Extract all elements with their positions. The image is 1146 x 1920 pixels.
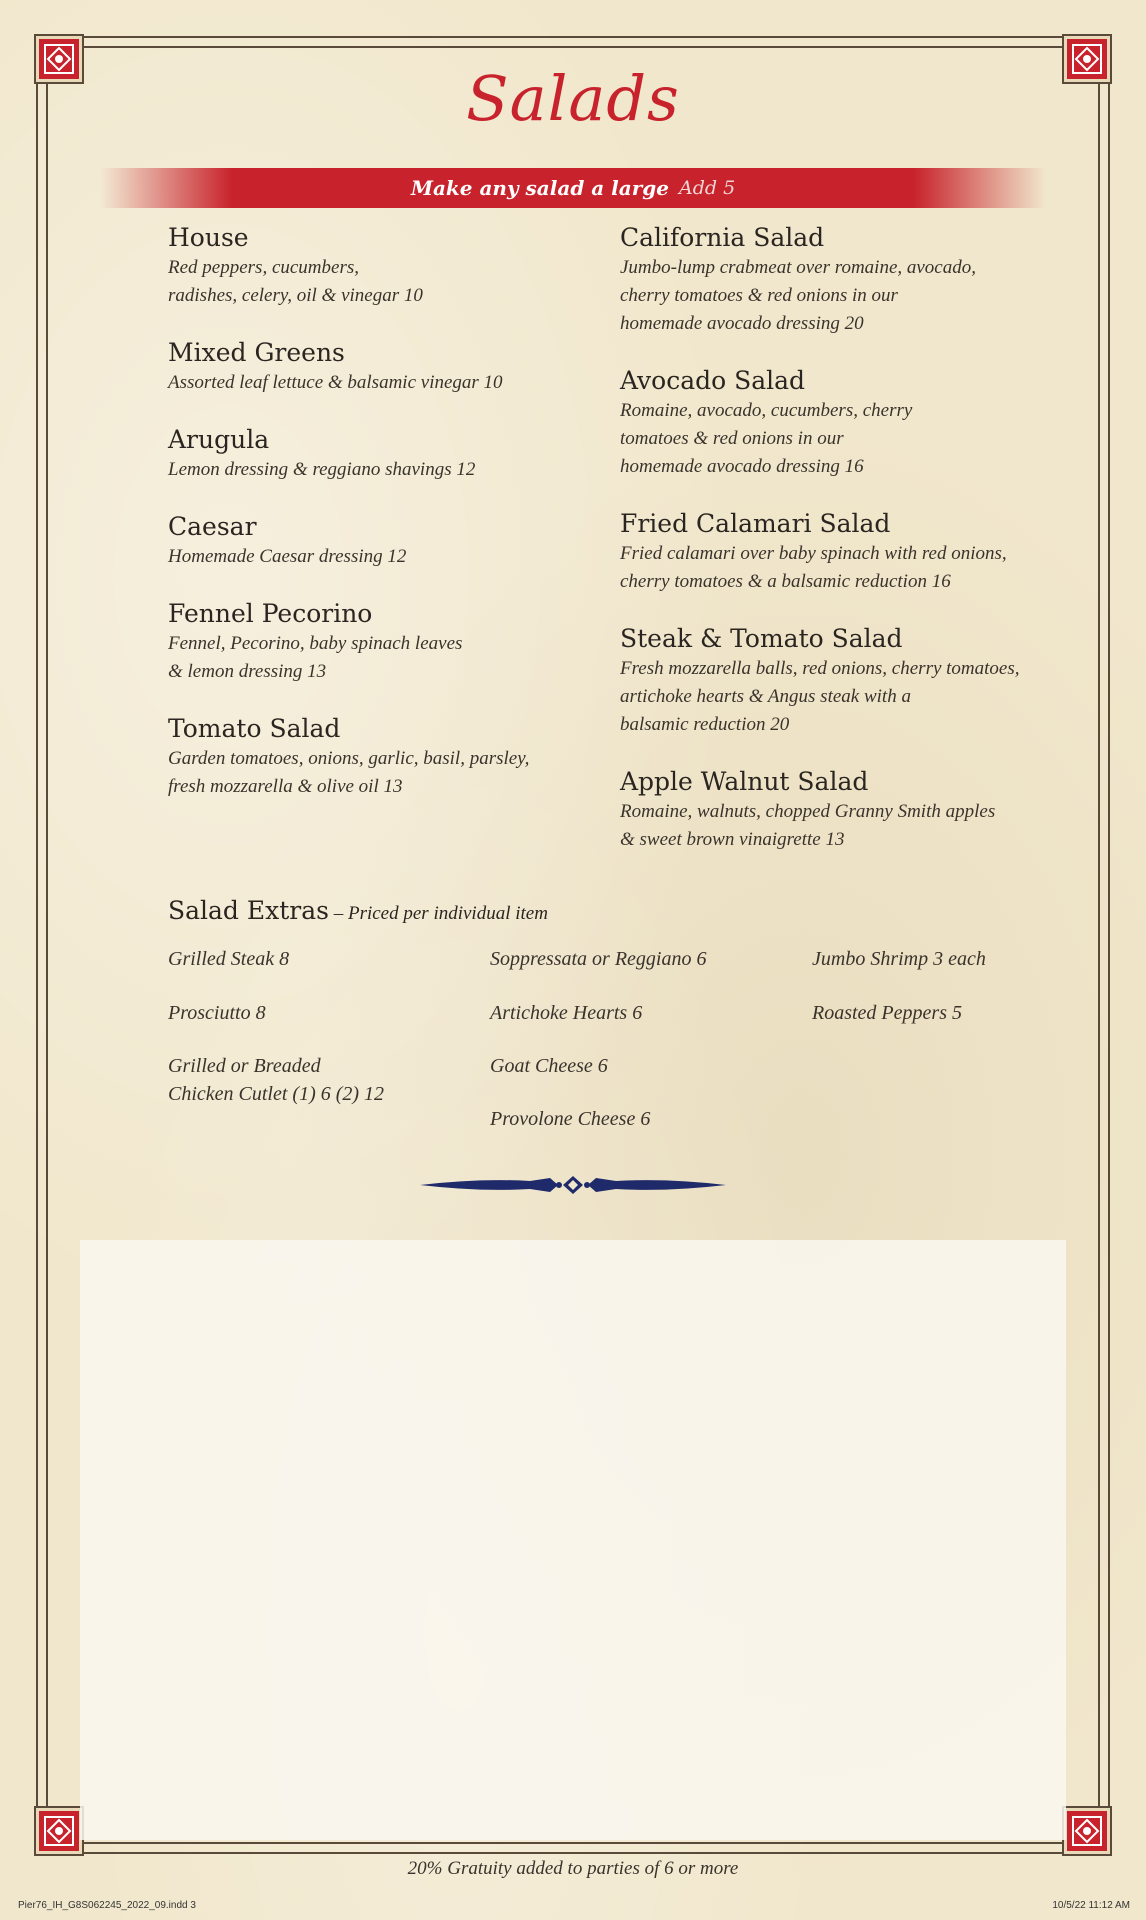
extra-item: Jumbo Shrimp 3 each bbox=[812, 948, 986, 970]
menu-item bbox=[168, 337, 598, 397]
corner-ornament-icon bbox=[36, 1808, 82, 1854]
menu-item bbox=[620, 222, 1060, 338]
corner-ornament-icon bbox=[1064, 1808, 1110, 1854]
item-description: Fennel, Pecorino, baby spinach leaves & lemon dressing 13 bbox=[168, 633, 463, 682]
item-description: Fresh mozzarella balls, red onions, cherry tomatoes, artichoke hearts & Angus steak with a balsamic reduction 20 bbox=[620, 658, 1020, 735]
extra-item: Artichoke Hearts 6 bbox=[490, 1002, 643, 1024]
salad-extras-heading bbox=[168, 896, 548, 925]
menu-item bbox=[168, 713, 598, 801]
extra-item: Soppressata or Reggiano 6 bbox=[490, 948, 707, 970]
item-name: Fried Calamari Salad bbox=[620, 509, 891, 538]
menu-item bbox=[620, 766, 1060, 854]
item-description: Red peppers, cucumbers, radishes, celery, oil & vinegar 10 bbox=[168, 257, 423, 306]
item-name: Fennel Pecorino bbox=[168, 599, 373, 628]
item-name: Mixed Greens bbox=[168, 338, 345, 367]
page-title: Salads bbox=[466, 62, 680, 135]
extra-item: Prosciutto 8 bbox=[168, 1002, 266, 1024]
print-slug-file: Pier76_IH_G8S062245_2022_09.indd 3 bbox=[18, 1900, 196, 1911]
extra-item: Grilled or Breaded Chicken Cutlet (1) 6 (2) 12 bbox=[168, 1055, 385, 1105]
extras-title: Salad Extras bbox=[168, 896, 329, 925]
item-description: Fried calamari over baby spinach with red onions, cherry tomatoes & a balsamic reduction 16 bbox=[620, 543, 1007, 592]
large-salad-banner bbox=[100, 168, 1046, 208]
item-name: Tomato Salad bbox=[168, 714, 341, 743]
gratuity-note: 20% Gratuity added to parties of 6 or more bbox=[407, 1858, 739, 1879]
item-description: Homemade Caesar dressing 12 bbox=[168, 546, 407, 567]
extra-item: Grilled Steak 8 bbox=[168, 948, 290, 970]
item-name: Avocado Salad bbox=[620, 366, 806, 395]
item-description: Assorted leaf lettuce & balsamic vinegar 10 bbox=[168, 372, 503, 393]
extras-note: – Priced per individual item bbox=[328, 903, 548, 924]
item-name: Steak & Tomato Salad bbox=[620, 624, 903, 653]
item-description: Lemon dressing & reggiano shavings 12 bbox=[168, 459, 476, 480]
flourish-divider-icon bbox=[420, 1170, 726, 1200]
item-description: Garden tomatoes, onions, garlic, basil, parsley, fresh mozzarella & olive oil 13 bbox=[168, 748, 530, 797]
item-name: House bbox=[168, 223, 249, 252]
menu-item bbox=[620, 508, 1060, 596]
menu-item bbox=[168, 511, 598, 571]
blank-content-area bbox=[80, 1240, 1066, 1840]
item-name: Apple Walnut Salad bbox=[620, 767, 869, 796]
print-slug-date: 10/5/22 11:12 AM bbox=[1052, 1900, 1130, 1911]
extra-item: Goat Cheese 6 bbox=[490, 1055, 608, 1077]
banner-price: Add 5 bbox=[679, 177, 736, 199]
menu-item bbox=[620, 365, 1060, 481]
menu-item bbox=[620, 623, 1060, 739]
item-description: Jumbo-lump crabmeat over romaine, avocado, cherry tomatoes & red onions in our homemade avocado dressing 20 bbox=[620, 257, 976, 334]
item-name: Caesar bbox=[168, 512, 257, 541]
item-name: Arugula bbox=[168, 425, 270, 454]
banner-text: Make any salad a large bbox=[410, 176, 669, 200]
item-description: Romaine, avocado, cucumbers, cherry tomatoes & red onions in our homemade avocado dressing 16 bbox=[620, 400, 913, 477]
item-description: Romaine, walnuts, chopped Granny Smith apples & sweet brown vinaigrette 13 bbox=[620, 801, 996, 850]
item-name: California Salad bbox=[620, 223, 825, 252]
menu-item bbox=[168, 598, 598, 686]
menu-item bbox=[168, 424, 598, 484]
extra-item: Provolone Cheese 6 bbox=[490, 1108, 651, 1130]
extra-item: Roasted Peppers 5 bbox=[812, 1002, 962, 1024]
menu-item bbox=[168, 222, 598, 310]
